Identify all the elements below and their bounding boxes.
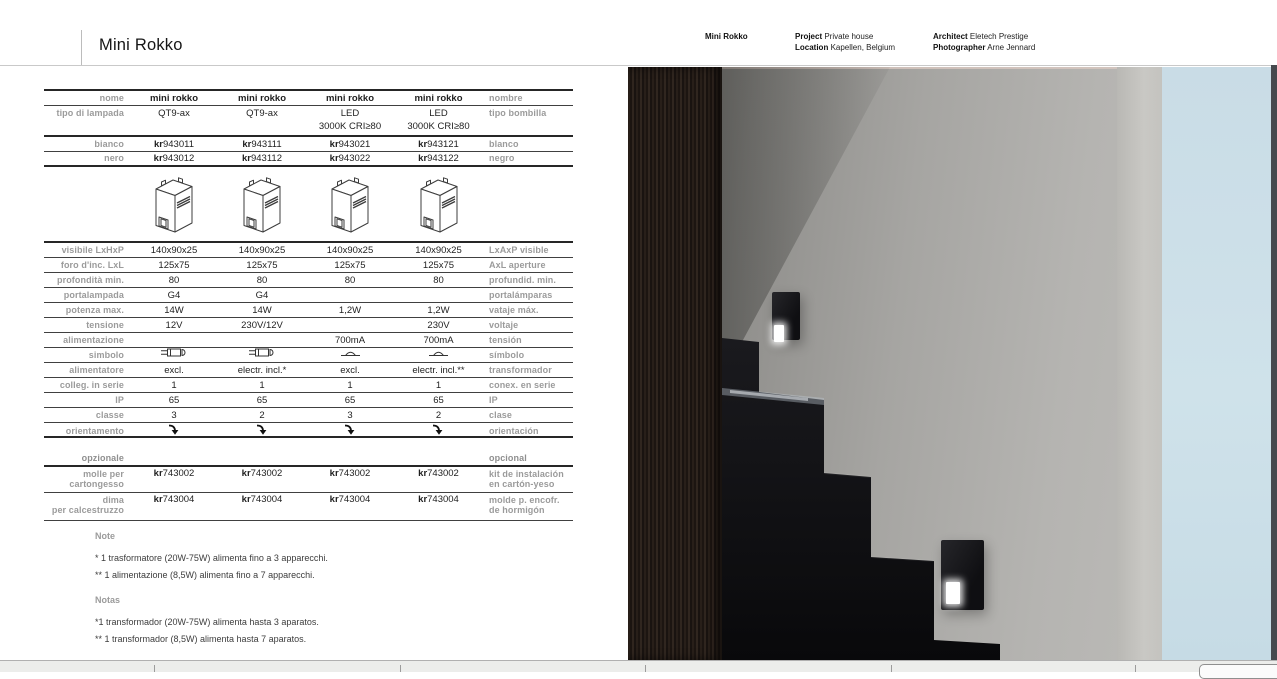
viewer-dark-edge: [1271, 65, 1277, 660]
spec-value: 65: [168, 394, 180, 406]
spec-value: 700mA: [423, 334, 454, 346]
bottom-bar[interactable]: [0, 660, 1277, 672]
spec-value: kr743004: [329, 494, 371, 505]
row-label-it: colleg. in serie: [59, 379, 124, 390]
spec-value: [306, 172, 394, 237]
spec-value: kr743004: [241, 494, 283, 505]
spec-value: 65: [433, 394, 444, 406]
row-label-es: vataje máx.: [489, 304, 539, 315]
spec-value: kr743002: [329, 468, 371, 479]
spec-value: kr943121: [418, 138, 459, 150]
spec-value: 3: [347, 409, 353, 421]
spec-value: 125x75: [246, 259, 278, 271]
row-label-it: portalampada: [63, 289, 124, 300]
row-label-it: simbolo: [88, 349, 124, 360]
spec-value: mini rokko: [237, 92, 287, 104]
spec-value: 230V/12V: [241, 319, 283, 331]
spec-value: kr943111: [242, 138, 282, 150]
spec-value: 1: [171, 379, 177, 391]
window-strip: [1162, 67, 1272, 660]
spec-value: [394, 348, 483, 361]
spec-value: kr943112: [242, 153, 282, 164]
spec-value: QT9-ax: [246, 108, 278, 119]
spec-value: 80: [168, 274, 180, 286]
spec-value: kr943012: [153, 153, 195, 164]
orientation-down-arrow-icon: [344, 423, 357, 439]
row-label-it: alimentazione: [63, 334, 124, 345]
row-label-it: bianco: [94, 138, 124, 149]
title-rule: [81, 30, 82, 66]
spec-value: 140x90x25: [326, 244, 374, 256]
spec-value: LED 3000K CRI≥80: [318, 108, 382, 132]
row-label-es: AxL aperture: [489, 259, 546, 270]
spec-row-nero: [44, 152, 573, 167]
spec-value: 125x75: [334, 259, 366, 271]
page-divider-tick: [891, 665, 892, 672]
spec-value: G4: [255, 289, 269, 301]
wall-light-lower: [941, 540, 984, 610]
row-label-es: kit de instalación en cartón-yeso: [489, 469, 564, 489]
spec-value: kr943122: [418, 153, 459, 164]
row-label-es: orientación: [489, 425, 539, 436]
note-item: *1 transformador (20W-75W) alimenta hasta 3 aparatos.: [95, 617, 319, 627]
orientation-down-arrow-icon: [256, 423, 269, 439]
spec-row-nome: [44, 91, 573, 106]
header-meta-line: Architect Eletech Prestige: [933, 32, 1029, 41]
spec-value: kr743004: [418, 494, 459, 505]
spec-value: electr. incl.**: [412, 364, 465, 376]
row-label-es: conex. en serie: [489, 379, 556, 390]
spec-value: 230V: [427, 319, 450, 331]
row-label-es: molde p. encofr. de hormigón: [489, 495, 560, 515]
wall-light-lower-glow: [946, 582, 960, 604]
spec-row-simbolo: [44, 348, 573, 363]
halogen-lamp-icon: [161, 348, 188, 361]
spec-value: electr. incl.*: [237, 364, 287, 376]
spec-row-drawings: [44, 167, 573, 243]
spec-value: kr743004: [153, 494, 195, 505]
note-item: ** 1 transformador (8,5W) alimenta hasta 7 aparatos.: [95, 634, 307, 644]
spec-row-profondit-min: [44, 273, 573, 288]
row-label-es: clase: [489, 409, 513, 420]
spec-value: [130, 423, 218, 439]
row-label-es: profundid. min.: [489, 274, 556, 285]
spec-value: excl.: [164, 364, 184, 376]
row-label-es: LxAxP visible: [489, 244, 549, 255]
row-label-es: IP: [489, 394, 498, 405]
row-label-it: profondità min.: [57, 274, 124, 285]
product-drawing-icon: [149, 172, 199, 237]
page-divider-tick: [154, 665, 155, 672]
spec-value: 14W: [252, 304, 272, 316]
wall-light-upper-glow: [774, 325, 784, 342]
spec-row-tipo-di-lampada: [44, 106, 573, 137]
row-label-es: voltaje: [489, 319, 519, 330]
row-label-es: negro: [489, 153, 515, 163]
header-rule: [0, 65, 1277, 66]
spec-table: [44, 89, 573, 438]
spec-value: [394, 423, 483, 439]
led-lamp-icon: [429, 348, 448, 361]
spec-value: 80: [433, 274, 444, 286]
spec-value: mini rokko: [325, 92, 375, 104]
header-meta-line: Photographer Arne Jennard: [933, 42, 1036, 52]
row-label-es: tipo bombilla: [489, 108, 547, 118]
spec-value: 140x90x25: [238, 244, 286, 256]
wall-corner-strip: [1117, 67, 1162, 660]
spec-row-classe: [44, 408, 573, 423]
spec-value: G4: [167, 289, 181, 301]
spec-value: 1,2W: [338, 304, 362, 316]
notes-italian-items: [95, 550, 328, 584]
header-meta-line: Project Private house: [795, 32, 874, 41]
row-label-es: portalámparas: [489, 289, 553, 300]
spec-row-portalampada: [44, 288, 573, 303]
row-label-it: tensione: [86, 319, 124, 330]
halogen-lamp-icon: [249, 348, 276, 361]
row-label-it: potenza max.: [65, 304, 124, 315]
spec-row-tensione: [44, 318, 573, 333]
note-item: ** 1 alimentazione (8,5W) alimenta fino a 7 apparecchi.: [95, 570, 315, 580]
note-item: * 1 trasformatore (20W-75W) alimenta fino a 3 apparecchi.: [95, 553, 328, 563]
spec-value: kr743002: [418, 468, 459, 479]
header-meta-line: Location Kapellen, Belgium: [795, 42, 896, 52]
row-label-es: tensión: [489, 334, 522, 345]
spec-value: 140x90x25: [415, 244, 462, 256]
spec-value: mini rokko: [414, 92, 463, 104]
page-divider-tick: [400, 665, 401, 672]
row-label-it: IP: [115, 394, 124, 405]
spec-value: [130, 348, 218, 361]
row-label-it: tipo di lampada: [56, 108, 124, 118]
wall-light-upper: [772, 292, 800, 340]
optional-table: [44, 450, 573, 521]
row-label-it: nero: [104, 153, 124, 163]
spec-value: [394, 172, 483, 237]
optional-header-es: opcional: [489, 452, 527, 463]
spec-value: kr743002: [241, 468, 283, 479]
product-drawing-icon: [414, 172, 464, 237]
spec-value: kr743002: [153, 468, 195, 479]
optional-row-molle-per-cartongesso: [44, 467, 573, 493]
spec-row-colleg-in-serie: [44, 378, 573, 393]
spec-value: [306, 423, 394, 439]
spec-value: [130, 172, 218, 237]
spec-row-alimentatore: [44, 363, 573, 378]
spec-value: kr943022: [329, 153, 371, 164]
spec-value: 80: [256, 274, 268, 286]
orientation-down-arrow-icon: [432, 423, 445, 439]
led-lamp-icon: [341, 348, 360, 361]
spec-value: [218, 348, 306, 361]
notes-italian: [95, 531, 328, 584]
row-label-es: símbolo: [489, 349, 525, 360]
row-label-it: foro d'inc. LxL: [60, 259, 124, 270]
spec-row-potenza-max: [44, 303, 573, 318]
page-title: Mini Rokko: [99, 36, 183, 54]
spec-value: [218, 423, 306, 439]
spec-value: LED 3000K CRI≥80: [407, 108, 470, 132]
page-divider-tick: [645, 665, 646, 672]
orientation-down-arrow-icon: [168, 423, 181, 439]
row-label-it: nome: [99, 92, 124, 103]
spec-value: QT9-ax: [158, 108, 190, 119]
spec-value: 65: [344, 394, 356, 406]
spec-value: 700mA: [334, 334, 366, 346]
spec-value: 3: [171, 409, 177, 421]
row-label-it: classe: [95, 409, 124, 420]
spec-row-ip: [44, 393, 573, 408]
spec-value: 125x75: [158, 259, 190, 271]
product-drawing-icon: [325, 172, 375, 237]
spec-row-orientamento: [44, 423, 573, 438]
row-label-it: visibile LxHxP: [61, 244, 124, 255]
spec-value: 1: [259, 379, 265, 391]
spec-value: 1: [347, 379, 353, 391]
spec-value: 80: [344, 274, 356, 286]
spec-value: 1: [435, 379, 442, 391]
optional-header-row: [44, 450, 573, 467]
optional-header-it: opzionale: [81, 452, 124, 463]
spec-value: 2: [259, 409, 265, 421]
spec-value: [306, 348, 394, 361]
spec-value: 2: [435, 409, 442, 421]
page-divider-tick: [1135, 665, 1136, 672]
spec-value: excl.: [340, 364, 360, 376]
row-label-es: nombre: [489, 92, 523, 103]
photo: [628, 67, 1272, 660]
row-label-it: dima per calcestruzzo: [51, 495, 124, 515]
spec-value: kr943011: [154, 138, 194, 150]
spec-row-foro-d-inc-lxl: [44, 258, 573, 273]
spec-value: 14W: [164, 304, 184, 316]
spec-value: [218, 172, 306, 237]
spec-value: mini rokko: [149, 92, 199, 104]
header-product-name: Mini Rokko: [705, 32, 748, 41]
notes-spanish-items: [95, 614, 319, 648]
notes-italian-title: Note: [95, 531, 115, 541]
row-label-it: molle per cartongesso: [69, 469, 124, 489]
header-meta-block: [795, 32, 895, 53]
optional-row-dima-per-calcestruzzo: [44, 493, 573, 521]
spec-value: kr943021: [329, 138, 371, 150]
notes-spanish-title: Notas: [95, 595, 121, 605]
header-meta-block: [933, 32, 1035, 53]
row-label-it: orientamento: [65, 425, 124, 436]
spec-value: 1,2W: [427, 304, 450, 316]
spec-value: 140x90x25: [150, 244, 198, 256]
notes-spanish: [95, 595, 319, 648]
spec-value: 125x75: [422, 259, 455, 271]
row-label-it: alimentatore: [69, 364, 124, 375]
row-label-es: transformador: [489, 364, 552, 375]
spec-value: 12V: [165, 319, 183, 331]
row-label-es: blanco: [489, 138, 519, 149]
spec-value: 65: [256, 394, 268, 406]
spec-row-bianco: [44, 137, 573, 152]
spec-row-alimentazione: [44, 333, 573, 348]
spec-row-visibile-lxhxp: [44, 243, 573, 258]
product-drawing-icon: [237, 172, 287, 237]
